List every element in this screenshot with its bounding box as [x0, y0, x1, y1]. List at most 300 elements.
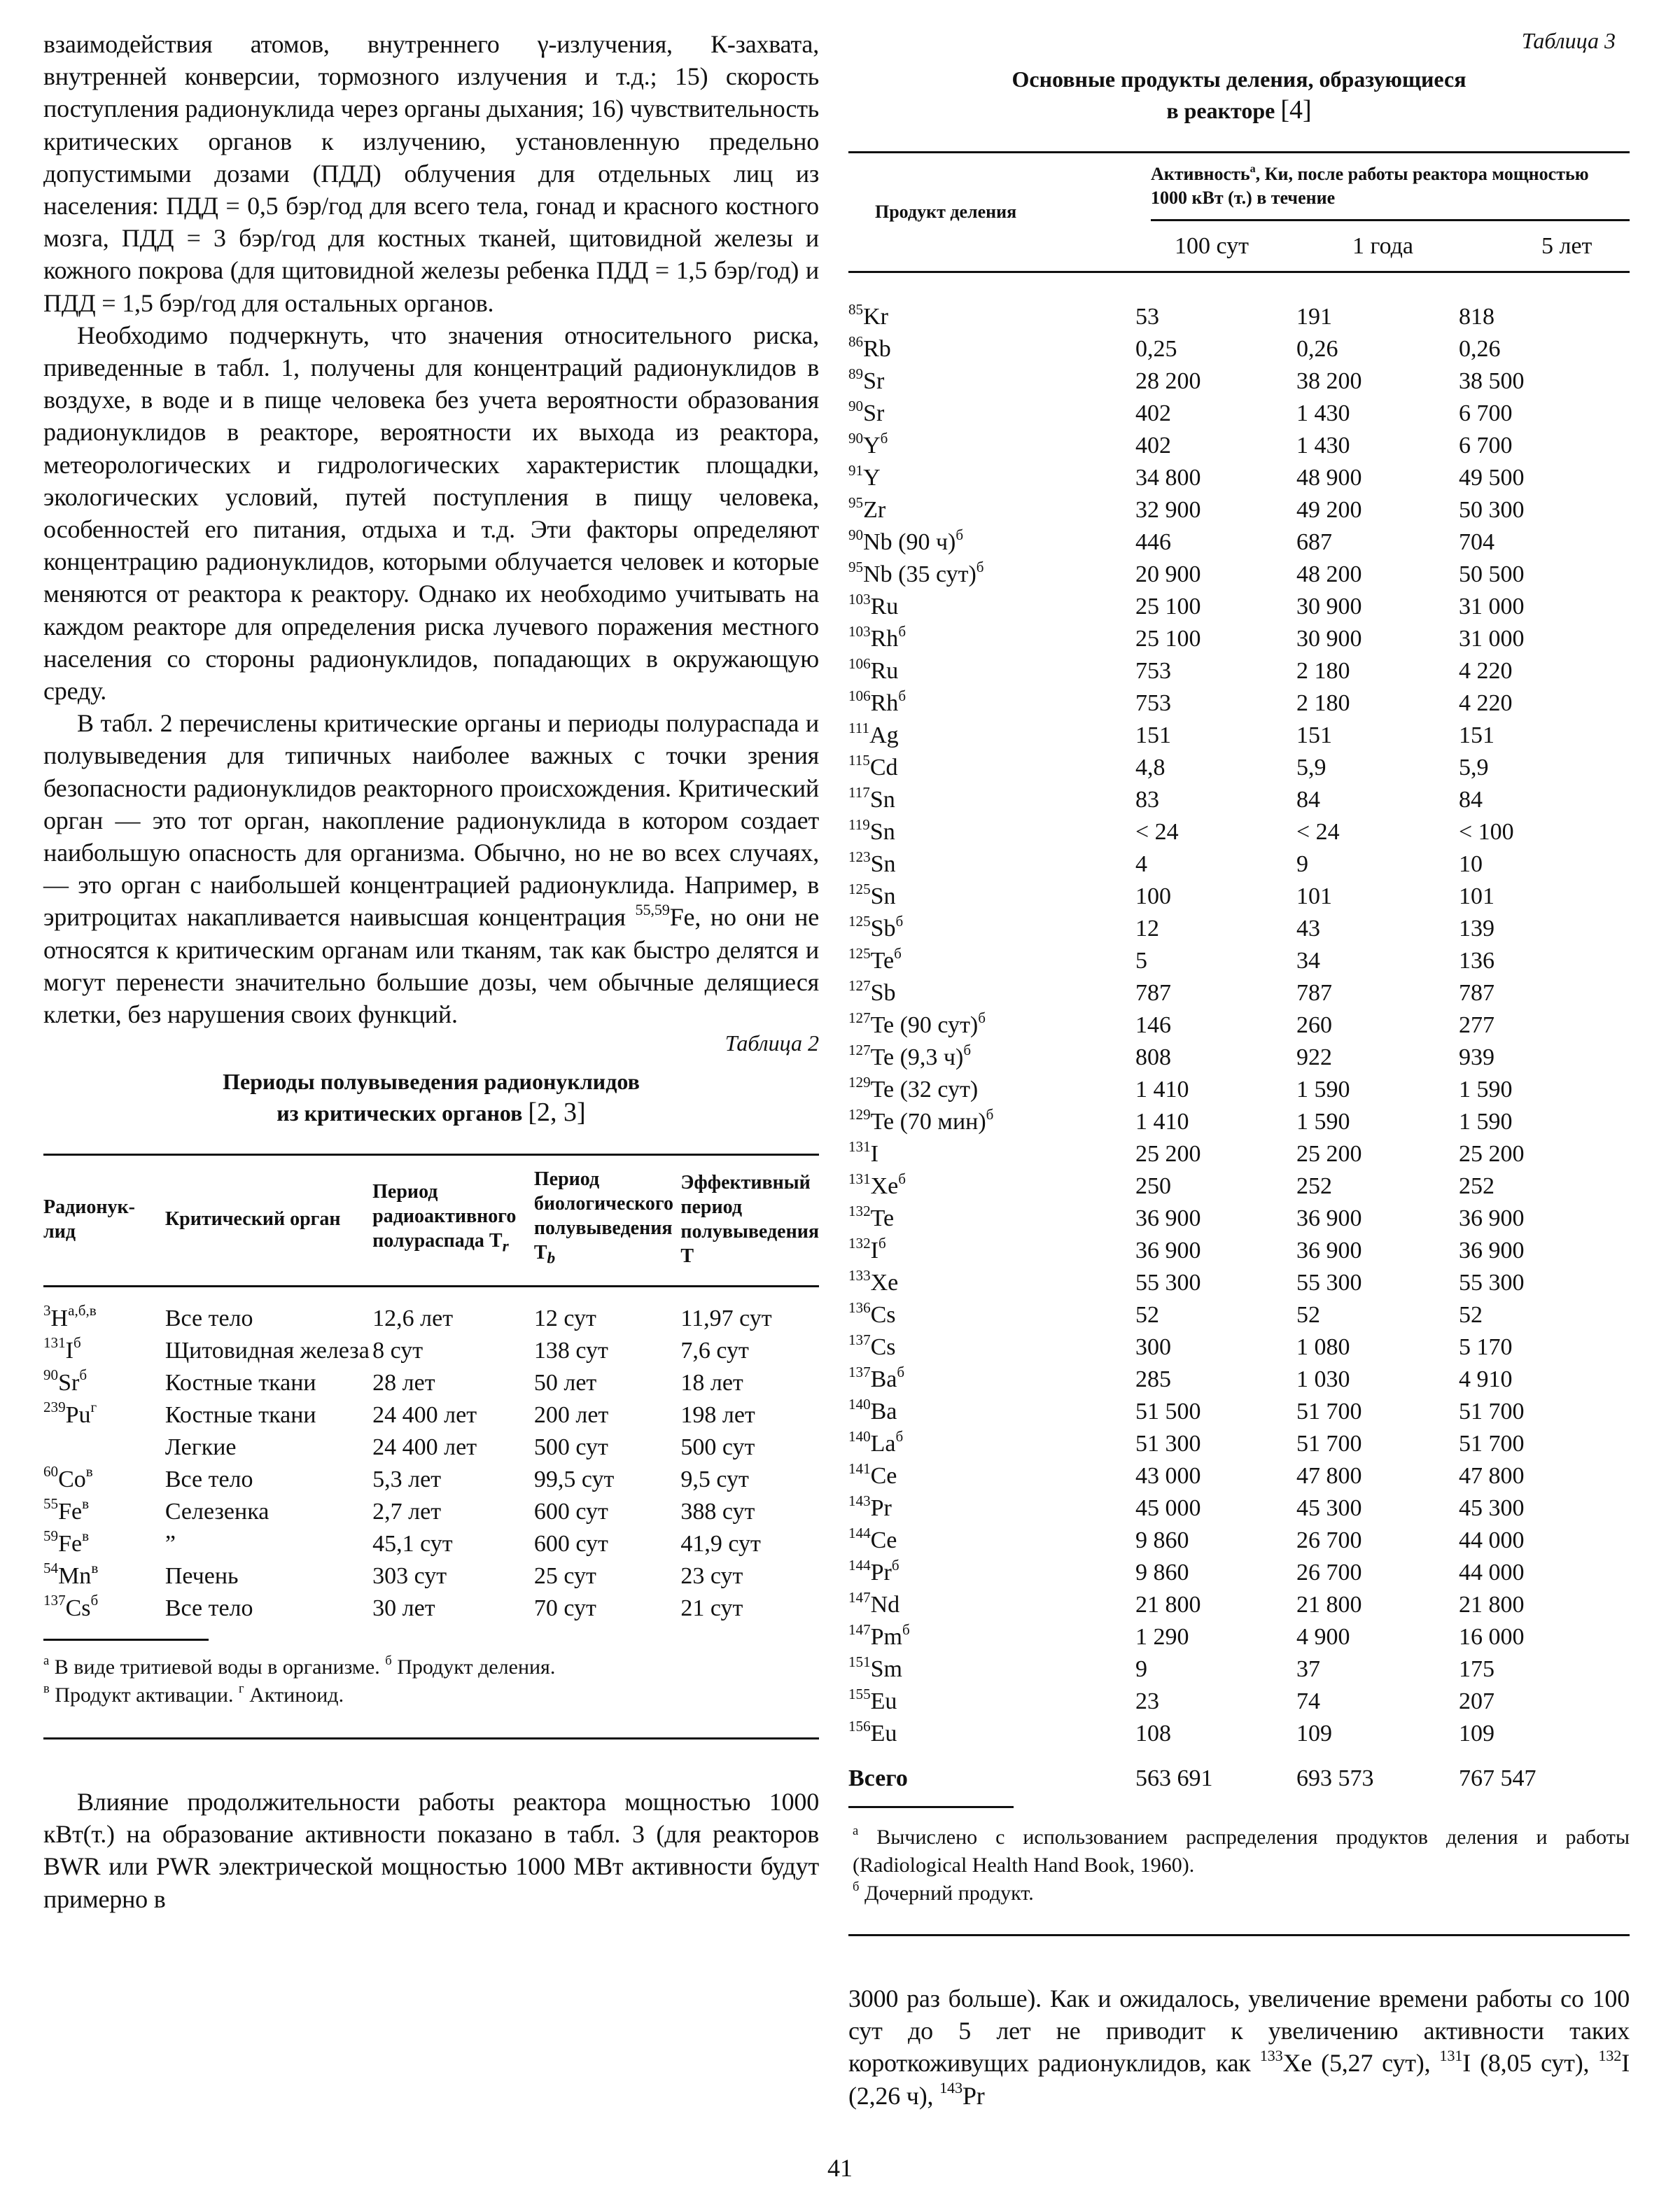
table3-row	[848, 430, 1630, 462]
t3-activity-5-years: 0,26	[1459, 336, 1501, 362]
t3-activity-1-year: 36 900	[1296, 1238, 1362, 1264]
t3-activity-5-years: 21 800	[1459, 1592, 1525, 1618]
footnote-mark: б	[878, 1234, 886, 1252]
table3-row	[848, 1492, 1630, 1525]
mass-number: 95	[848, 493, 864, 511]
t2-radioactive-half-life: 5,3 лет	[372, 1466, 442, 1492]
footnote-mark: б	[895, 1427, 904, 1445]
t3-activity-100-days: < 24	[1135, 819, 1179, 845]
t2-effective-half-life: 21 сут	[680, 1595, 743, 1621]
nuclide-symbol	[848, 687, 906, 716]
t3-activity-100-days: 45 000	[1135, 1495, 1201, 1521]
t2-header-tb-text: Период биологического полувыведения T	[533, 1168, 673, 1264]
t3-activity-100-days: 21 800	[1135, 1592, 1201, 1618]
mass-number: 103	[848, 622, 871, 640]
t3-product	[848, 977, 1135, 1009]
mass-number: 131	[43, 1334, 66, 1352]
element: Fe	[58, 1498, 83, 1525]
t3-activity-5-years: 4 220	[1459, 690, 1513, 716]
t3-activity-100-days: 787	[1135, 980, 1171, 1006]
t2-biological-half-life: 12 сут	[533, 1305, 596, 1331]
mass-number: 137	[43, 1592, 66, 1609]
nuclide-symbol	[848, 944, 902, 974]
nuclide-symbol	[848, 1105, 994, 1135]
t3-product	[848, 526, 1135, 559]
footnote-mark: б	[986, 1105, 994, 1123]
t3-product	[848, 559, 1135, 591]
mass-number: 131	[848, 1138, 871, 1155]
mass-number: 141	[848, 1460, 871, 1477]
t3-activity-5-years: 939	[1459, 1044, 1494, 1070]
mass-number: 3	[43, 1302, 51, 1320]
element: La	[870, 1431, 896, 1457]
nuclide-symbol	[43, 1592, 99, 1621]
mass-number: 95	[848, 558, 864, 575]
t3-activity-100-days: 34 800	[1135, 465, 1201, 491]
t3-activity-100-days: 32 900	[1135, 497, 1201, 523]
t3-activity-1-year: 101	[1296, 883, 1332, 909]
t3-product	[848, 687, 1135, 720]
t2-biological-half-life: 500 сут	[533, 1434, 608, 1460]
paragraph-5	[848, 1982, 1630, 2112]
element: Ce	[870, 1463, 897, 1489]
nuclide-symbol	[848, 558, 984, 587]
t3-activity-1-year: 55 300	[1296, 1270, 1362, 1296]
mass-number: 136	[848, 1298, 871, 1316]
element: Nd	[870, 1592, 900, 1618]
t2-effective-half-life: 23 сут	[680, 1562, 743, 1589]
t3-activity-1-year: 0,26	[1296, 336, 1338, 362]
table2-footnote-rule	[43, 1639, 209, 1641]
table3-row	[848, 365, 1630, 398]
table3-row	[848, 1170, 1630, 1203]
nuclide-symbol	[43, 1366, 88, 1396]
mass-number: 129	[848, 1073, 871, 1091]
t3-activity-1-year: 38 200	[1296, 368, 1362, 394]
paragraph-4: Влияние продолжительности работы реактора мощностью 1000 кВт(т.) на образование активности показано в табл. 3 (для реакторов BWR или PWR электрической мощностью 1000 МВт активности будут примерно в	[43, 1787, 819, 1913]
table3-row	[848, 720, 1630, 752]
t3-activity-1-year: 43	[1296, 916, 1320, 941]
nuclide-symbol	[848, 1717, 897, 1746]
element: Cs	[65, 1595, 91, 1621]
paragraph-2: Необходимо подчеркнуть, что значения относительного риска, приведенные в табл. 1, получены для концентраций радионуклидов в воздухе, в воде и в пище человека без учета вероятности образования радионуклидов в реакторе, вероятности их выхода из реактора, метеорологических и гидрологических характеристик площадки, экологических условий, путей поступления в пищу человека, особенностей его питания, отдыха и т.д. Эти факторы определяют концентрацию радионуклидов, которыми облучается человек и которые меняются от реактора к реактору. Однако их необходимо учитывать на каждом реакторе для определения риска лучевого поражения местного населения со стороны радионуклидов, попадающих в окружающую среду.	[43, 321, 819, 706]
t3-product	[848, 848, 1135, 881]
t2-nuclide	[43, 1592, 165, 1625]
element: Sr	[863, 400, 885, 426]
table3-row	[848, 1396, 1630, 1428]
t2-biological-half-life: 99,5 сут	[533, 1466, 615, 1492]
table3-row	[848, 1557, 1630, 1589]
t3-activity-1-year: 9	[1296, 851, 1308, 877]
t3-activity-1-year: 1 430	[1296, 400, 1350, 426]
element: Ag	[869, 722, 899, 748]
table2-row	[43, 1432, 819, 1464]
t3-activity-1-year: 37	[1296, 1656, 1320, 1682]
t3-product	[848, 1009, 1135, 1042]
nuclide-symbol	[848, 1363, 905, 1392]
t3-product	[848, 1718, 1135, 1750]
element: Y	[863, 433, 881, 458]
nuclide-symbol	[848, 1427, 904, 1457]
t2-organ: Все тело	[164, 1595, 253, 1621]
element: Te (32 сут)	[870, 1077, 979, 1102]
t3-activity-100-days: 250	[1135, 1173, 1171, 1199]
footnote-mark: в	[91, 1560, 99, 1577]
t3-activity-1-year: 1 590	[1296, 1109, 1350, 1135]
table3-row	[848, 526, 1630, 559]
element: Sr	[863, 368, 885, 394]
nuclide-symbol	[848, 1138, 878, 1167]
t3-activity-100-days: 4	[1135, 851, 1147, 877]
t3-activity-1-year: 26 700	[1296, 1527, 1362, 1553]
footnote-mark: б	[895, 912, 904, 930]
t3-activity-100-days: 25 100	[1135, 626, 1201, 652]
t3-product	[848, 333, 1135, 365]
t3-product	[848, 881, 1135, 913]
table2	[43, 1156, 819, 1625]
mass-number: 60	[43, 1463, 59, 1480]
footnote: $^г$ Актиноид.	[239, 1681, 344, 1707]
t3-product	[848, 1589, 1135, 1621]
nuclide-symbol	[43, 1463, 93, 1492]
t3-activity-1-year: 34	[1296, 948, 1320, 974]
t3-activity-100-days: 1 290	[1135, 1624, 1189, 1650]
element: Cs	[870, 1302, 896, 1328]
t3-activity-100-days: 25 200	[1135, 1141, 1201, 1167]
element: Ba	[870, 1366, 897, 1392]
t2-radioactive-half-life: 12,6 лет	[372, 1305, 454, 1331]
t3-product	[848, 462, 1135, 494]
table3-row	[848, 1138, 1630, 1170]
table3-row	[848, 559, 1630, 591]
t2-biological-half-life: 25 сут	[533, 1562, 596, 1589]
t3-activity-100-days: 0,25	[1135, 336, 1177, 362]
nuclide-symbol	[848, 783, 895, 813]
mass-number: 85	[848, 300, 864, 318]
nuclide-symbol	[848, 1298, 896, 1328]
table3-row	[848, 1621, 1630, 1653]
nuclide-symbol	[848, 1395, 897, 1424]
t3-activity-100-days: 1 410	[1135, 1109, 1189, 1135]
table3-row	[848, 977, 1630, 1009]
mass-number: 125	[848, 912, 871, 930]
t3-activity-5-years: 47 800	[1459, 1463, 1525, 1489]
element: Sb	[870, 916, 896, 941]
t3-activity-5-years: 207	[1459, 1688, 1494, 1714]
t3-total-value: 563 691	[1135, 1765, 1213, 1791]
element: I	[870, 1238, 878, 1264]
t3-product	[848, 1331, 1135, 1364]
t3-activity-5-years: 704	[1459, 529, 1494, 555]
mass-number: 91	[848, 461, 864, 479]
table3-row	[848, 398, 1630, 430]
t3-header-100-days: 100 сут	[1175, 232, 1250, 259]
table2-body	[43, 1286, 819, 1625]
t3-activity-1-year: 787	[1296, 980, 1332, 1006]
t3-product	[848, 1235, 1135, 1267]
table3-row	[848, 333, 1630, 365]
t2-radioactive-half-life: 28 лет	[372, 1369, 435, 1396]
t3-activity-5-years: 136	[1459, 948, 1494, 974]
t3-activity-1-year: 2 180	[1296, 690, 1350, 716]
mass-number: 144	[848, 1524, 871, 1541]
t2-nuclide	[43, 1367, 165, 1399]
t3-product	[848, 1170, 1135, 1203]
nuclide-symbol	[848, 493, 886, 523]
t3-activity-100-days: 108	[1135, 1721, 1171, 1746]
t3-product	[848, 1042, 1135, 1074]
table3-row	[848, 1589, 1630, 1621]
table3	[848, 301, 1630, 1795]
t3-product	[848, 301, 1135, 333]
t3-activity-5-years: 36 900	[1459, 1238, 1525, 1264]
t3-product	[848, 1460, 1135, 1492]
t3-activity-5-years: 818	[1459, 304, 1494, 330]
table3-row	[848, 462, 1630, 494]
element: Y	[863, 465, 881, 491]
t3-activity-5-years: 25 200	[1459, 1141, 1525, 1167]
mass-number: 89	[848, 365, 864, 382]
t2-nuclide	[43, 1335, 165, 1367]
t3-activity-5-years: 1 590	[1459, 1109, 1513, 1135]
nuclide-symbol	[848, 1460, 897, 1489]
t3-product	[848, 1267, 1135, 1299]
t3-activity-1-year: 48 900	[1296, 465, 1362, 491]
t3-activity-100-days: 446	[1135, 529, 1171, 555]
table3-row	[848, 591, 1630, 623]
t2-radioactive-half-life: 8 сут	[372, 1337, 424, 1364]
table2-bottom-rule	[43, 1737, 819, 1740]
footnote-mark: б	[894, 944, 902, 962]
mass-number: 140	[848, 1427, 871, 1445]
nuclide-symbol	[848, 1653, 902, 1682]
t2-radioactive-half-life: 24 400 лет	[372, 1401, 477, 1428]
t3-activity-1-year: 49 200	[1296, 497, 1362, 523]
t3-activity-5-years: 51 700	[1459, 1399, 1525, 1424]
footnote-mark: в	[85, 1463, 93, 1480]
t3-header-1-year: 1 года	[1352, 232, 1414, 259]
mass-number: 59	[43, 1527, 59, 1545]
paragraph-3-part1: В табл. 2 перечислены критические органы и периоды полураспада и полувыведения для типичных наиболее важных с точки зрения безопасности радионуклидов реакторного происхождения. Критический орган — это тот орган, накопление радионуклида в котором создает наибольшую опасность для организма. Обычно, но не во всех случаях, — это орган с наибольшей концентрацией радионуклида. Например, в эритроцитах накапливается наивысшая концентрация	[43, 709, 819, 932]
t3-activity-100-days: 36 900	[1135, 1238, 1201, 1264]
mass-number: 151	[848, 1653, 871, 1670]
t3-activity-5-years: 787	[1459, 980, 1494, 1006]
element: Pr	[870, 1495, 892, 1521]
left-column	[43, 28, 819, 1915]
element: Sr	[58, 1369, 80, 1396]
t3-activity-1-year: 1 590	[1296, 1077, 1350, 1102]
element: Te (70 мин)	[870, 1109, 986, 1135]
t3-activity-1-year: 84	[1296, 787, 1320, 813]
t2-nuclide	[43, 1399, 165, 1432]
mass-number: 137	[848, 1331, 871, 1348]
t3-header-activity	[1151, 153, 1630, 219]
mass-number: 133	[1259, 2047, 1283, 2065]
element: Pr	[962, 2081, 985, 2110]
t3-activity-1-year: 30 900	[1296, 594, 1362, 620]
table3-footnote-rule	[848, 1806, 1014, 1808]
t2-radioactive-half-life: 24 400 лет	[372, 1434, 477, 1460]
element: Cd	[869, 755, 898, 780]
t2-effective-half-life: 11,97 сут	[680, 1305, 772, 1331]
t2-header-tr-sub: r	[502, 1237, 509, 1256]
t3-product	[848, 1653, 1135, 1686]
element: Rb	[863, 336, 891, 362]
nuclide-symbol	[848, 848, 896, 877]
table3-row	[848, 848, 1630, 881]
mass-number: 132	[848, 1234, 871, 1252]
t2-organ: Все тело	[164, 1466, 253, 1492]
left-bottom-text	[43, 1786, 819, 1915]
t3-activity-100-days: 9 860	[1135, 1560, 1189, 1586]
t3-product	[848, 1203, 1135, 1235]
footnote-mark: а,б,в	[68, 1302, 97, 1320]
t3-activity-1-year: 25 200	[1296, 1141, 1362, 1167]
t3-activity-5-years: 55 300	[1459, 1270, 1525, 1296]
mass-number: 90	[848, 397, 864, 414]
table3-row	[848, 1653, 1630, 1686]
t3-activity-5-years: 49 500	[1459, 465, 1525, 491]
t3-footnote: $^а$ Вычислено с использованием распределения продуктов деления и работы (Radiological Health Hand Book, 1960).	[853, 1823, 1630, 1877]
table3-total-row	[848, 1750, 1630, 1795]
mass-number: 127	[848, 976, 871, 994]
table3-caption: Таблица 3	[1521, 28, 1616, 53]
t3-activity-5-years: 16 000	[1459, 1624, 1525, 1650]
paragraph-5-text: 3000 раз больше). Как и ожидалось, увеличение времени работы со 100 сут до 5 лет не приводит к увеличению активности таких короткоживущих радионуклидов, как	[848, 1984, 1630, 2078]
mass-number: 131	[848, 1170, 871, 1187]
table3-row	[848, 1525, 1630, 1557]
mass-number: 54	[43, 1560, 59, 1577]
t3-activity-5-years: 1 590	[1459, 1077, 1513, 1102]
mass-number: 127	[848, 1041, 871, 1058]
table2-row	[43, 1528, 819, 1560]
table2-caption: Таблица 2	[724, 1030, 819, 1056]
footnote-mark: б	[978, 1009, 986, 1026]
table2-title-line1: Периоды полувыведения радионуклидов	[223, 1069, 640, 1095]
nuclide-symbol	[848, 816, 895, 845]
table3-row	[848, 301, 1630, 333]
table3-row	[848, 784, 1630, 816]
mass-number: 119	[848, 816, 870, 833]
table3-row	[848, 1331, 1630, 1364]
element: Te	[870, 1205, 895, 1231]
table3-title-line2	[848, 94, 1630, 126]
table3-row	[848, 881, 1630, 913]
mass-number: 144	[848, 1556, 871, 1574]
t2-effective-half-life: 388 сут	[680, 1498, 755, 1525]
t2-organ: ”	[164, 1530, 176, 1557]
table3-title-text: в реакторе	[1166, 98, 1275, 123]
mass-number: 147	[848, 1620, 871, 1638]
element: Zr	[863, 497, 886, 523]
short-lived-nuclides: $^{133}$Xe (5,27 сут), $^{131}$I (8,05 сут), $^{132}$I (2,26 ч), $^{143}$Pr	[848, 2047, 1630, 2110]
t3-product	[848, 1106, 1135, 1138]
element: Sn	[870, 851, 896, 877]
element: Rh	[870, 626, 899, 652]
t3-activity-100-days: 28 200	[1135, 368, 1201, 394]
t3-product	[848, 655, 1135, 687]
table3-row	[848, 1106, 1630, 1138]
table2-title-line2	[43, 1097, 819, 1128]
t3-activity-1-year: 252	[1296, 1173, 1332, 1199]
element: Te (9,3 ч)	[870, 1044, 964, 1070]
t3-product	[848, 945, 1135, 977]
t2-biological-half-life: 50 лет	[533, 1369, 597, 1396]
footnote-mark: б	[963, 1041, 972, 1058]
t3-activity-100-days: 20 900	[1135, 561, 1201, 587]
t3-activity-1-year: 151	[1296, 722, 1332, 748]
table3-header	[848, 153, 1630, 271]
t3-activity-100-days: 36 900	[1135, 1205, 1201, 1231]
t3-header-5-years: 5 лет	[1541, 232, 1592, 259]
table3-header-activity-cell	[1151, 153, 1630, 271]
mass-number: 132	[848, 1202, 871, 1219]
t3-activity-5-years: 101	[1459, 883, 1494, 909]
t2-header-nuclide: Радионук-лид	[43, 1196, 135, 1242]
mass-number: 143	[939, 2079, 962, 2097]
table2-row	[43, 1399, 819, 1432]
element: Cs	[870, 1334, 896, 1360]
t3-activity-5-years: < 100	[1459, 819, 1514, 845]
t3-activity-5-years: 51 700	[1459, 1431, 1525, 1457]
t3-activity-5-years: 6 700	[1459, 400, 1513, 426]
footnote-mark: б	[976, 558, 984, 575]
table2-row	[43, 1335, 819, 1367]
t3-activity-100-days: 83	[1135, 787, 1159, 813]
element: Pm	[870, 1624, 902, 1650]
element: Nb (90 ч)	[863, 529, 956, 555]
table2-header-row	[43, 1156, 819, 1286]
t3-product	[848, 1299, 1135, 1331]
paragraph-3	[43, 707, 819, 1030]
t3-activity-1-year: 30 900	[1296, 626, 1362, 652]
t3-activity-1-year: 1 030	[1296, 1366, 1350, 1392]
nuclide-symbol	[848, 622, 906, 652]
footnote-mark: в	[82, 1527, 90, 1545]
t3-activity-5-years: 109	[1459, 1721, 1494, 1746]
t3-product	[848, 1492, 1135, 1525]
footnote-mark: б	[898, 622, 906, 640]
t3-period-headers	[1151, 221, 1630, 271]
nuclide-symbol	[848, 1234, 886, 1264]
t3-activity-100-days: 402	[1135, 433, 1171, 458]
table3-row	[848, 1203, 1630, 1235]
t3-activity-5-years: 4 220	[1459, 658, 1513, 684]
element: I	[870, 1141, 878, 1167]
nuclide-symbol	[848, 429, 888, 458]
t3-activity-1-year: 4 900	[1296, 1624, 1350, 1650]
element: Pr	[870, 1560, 892, 1586]
t3-activity-1-year: < 24	[1296, 819, 1340, 845]
t3-activity-5-years: 6 700	[1459, 433, 1513, 458]
t3-activity-5-years: 38 500	[1459, 368, 1525, 394]
mass-number: 90	[848, 429, 864, 447]
t3-total-label: Всего	[848, 1765, 908, 1791]
left-body-text	[43, 28, 819, 1030]
footnote-mark: б	[898, 687, 906, 704]
mass-number: 117	[848, 783, 870, 801]
t3-total-value: 767 547	[1459, 1765, 1536, 1791]
nuclide-symbol	[848, 912, 904, 941]
element: Sn	[869, 819, 895, 845]
t2-header-tb-sub: b	[547, 1249, 556, 1268]
t3-activity-1-year: 1 430	[1296, 433, 1350, 458]
element: Xe	[870, 1270, 899, 1296]
t3-activity-100-days: 402	[1135, 400, 1171, 426]
t3-activity-1-year: 45 300	[1296, 1495, 1362, 1521]
t2-organ: Селезенка	[164, 1498, 270, 1525]
t3-activity-5-years: 252	[1459, 1173, 1494, 1199]
